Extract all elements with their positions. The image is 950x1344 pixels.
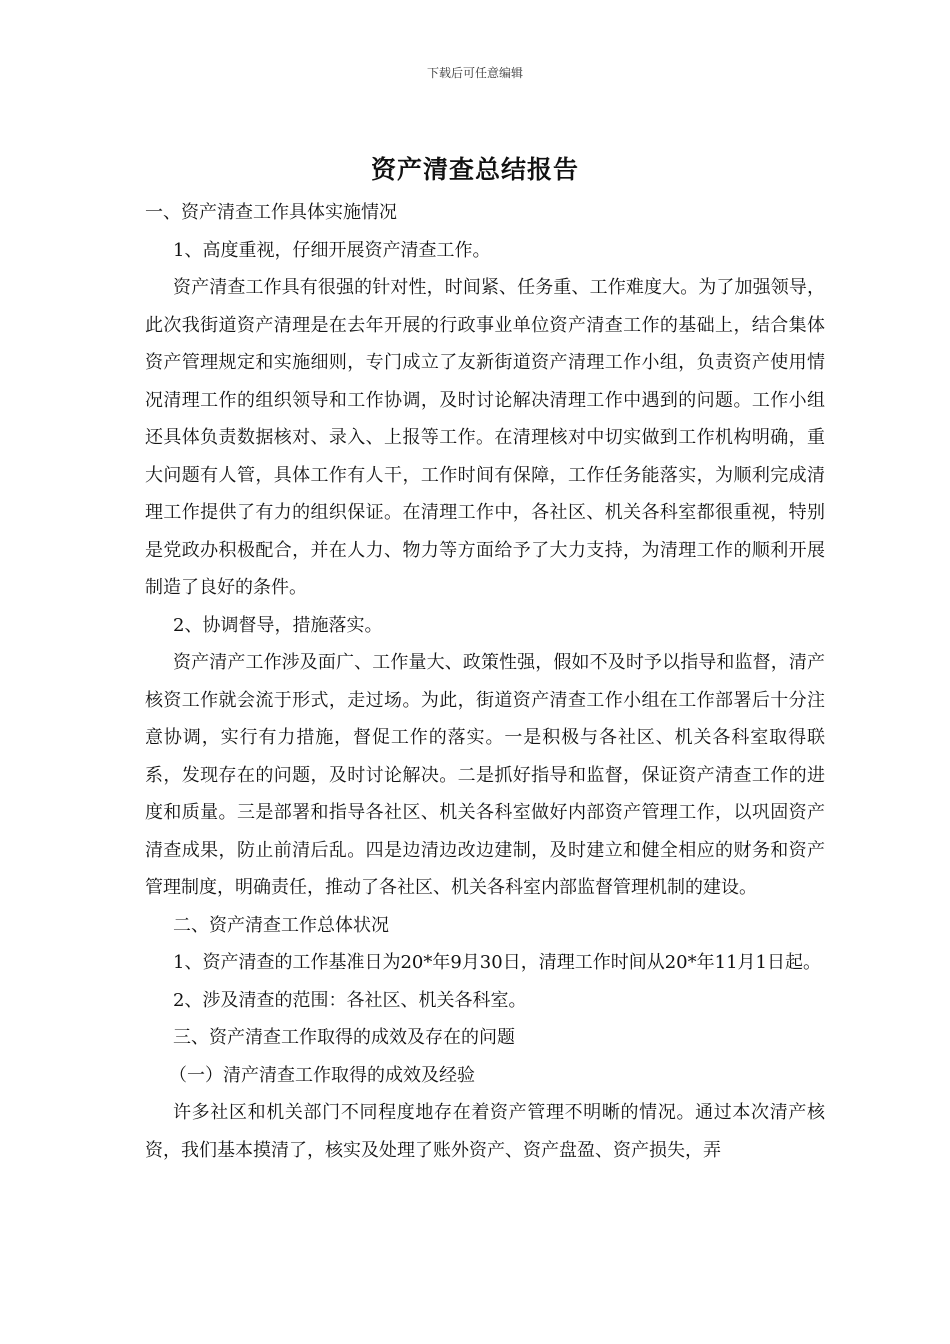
- document-body: [145, 194, 825, 1169]
- section1-item2-heading: 2、协调督导，措施落实。: [173, 614, 383, 636]
- section1-item1-heading: 1、高度重视，仔细开展资产清查工作。: [173, 239, 491, 261]
- section3-heading: 三、资产清查工作取得的成效及存在的问题: [173, 1027, 515, 1048]
- section2-item1: 1、资产清查的工作基准日为20*年9月30日，清理工作时间从20*年11月1日起。: [173, 952, 821, 973]
- section1-heading: 一、资产清查工作具体实施情况: [145, 202, 397, 223]
- section3-sub1-heading: （一）清产清查工作取得的成效及经验: [169, 1064, 475, 1086]
- section2-item2: 2、涉及清查的范围：各社区、机关各科室。: [173, 989, 527, 1011]
- document-title: 资产清查总结报告: [370, 155, 579, 184]
- section1-item1-paragraph: 资产清查工作具有很强的针对性，时间紧、任务重、工作难度大。为了加强领导，此次我街道资产清理是在去年开展的行政事业单位资产清查工作的基础上，结合集体资产管理规定和实施细则，专门成立了友新街道资产清理工作小组，负责资产使用情况清理工作的组织领导和工作协调，及时讨论解决清理工作中遇到的问题。工作小组还具体负责数据核对、录入、上报等工作。在清理核对中切实做到工作机构明确，重大问题有人管，具体工作有人干，工作时间有保障，工作任务能落实，为顺利完成清理工作提供了有力的组织保证。在清理工作中，各社区、机关各科室都很重视，特别是党政办积极配合，并在人力、物力等方面给予了大力支持，为清理工作的顺利开展制造了良好的条件。: [145, 277, 825, 598]
- page-header: 下载后可任意编辑: [426, 66, 523, 80]
- section1-item2-paragraph: 资产清产工作涉及面广、工作量大、政策性强，假如不及时予以指导和监督，清产核资工作就会流于形式，走过场。为此，街道资产清查工作小组在工作部署后十分注意协调，实行有力措施，督促工作的落实。一是积极与各社区、机关各科室取得联系，发现存在的问题，及时讨论解决。二是抓好指导和监督，保证资产清查工作的进度和质量。三是部署和指导各社区、机关各科室做好内部资产管理工作，以巩固资产清查成果，防止前清后乱。四是边清边改边建制，及时建立和健全相应的财务和资产管理制度，明确责任，推动了各社区、机关各科室内部监督管理机制的建设。: [145, 652, 825, 898]
- section2-heading: 二、资产清查工作总体状况: [173, 914, 389, 936]
- section3-sub1-paragraph: 许多社区和机关部门不同程度地存在着资产管理不明晰的情况。通过本次清产核资，我们基本摸清了，核实及处理了账外资产、资产盘盈、资产损失，弄: [145, 1102, 825, 1161]
